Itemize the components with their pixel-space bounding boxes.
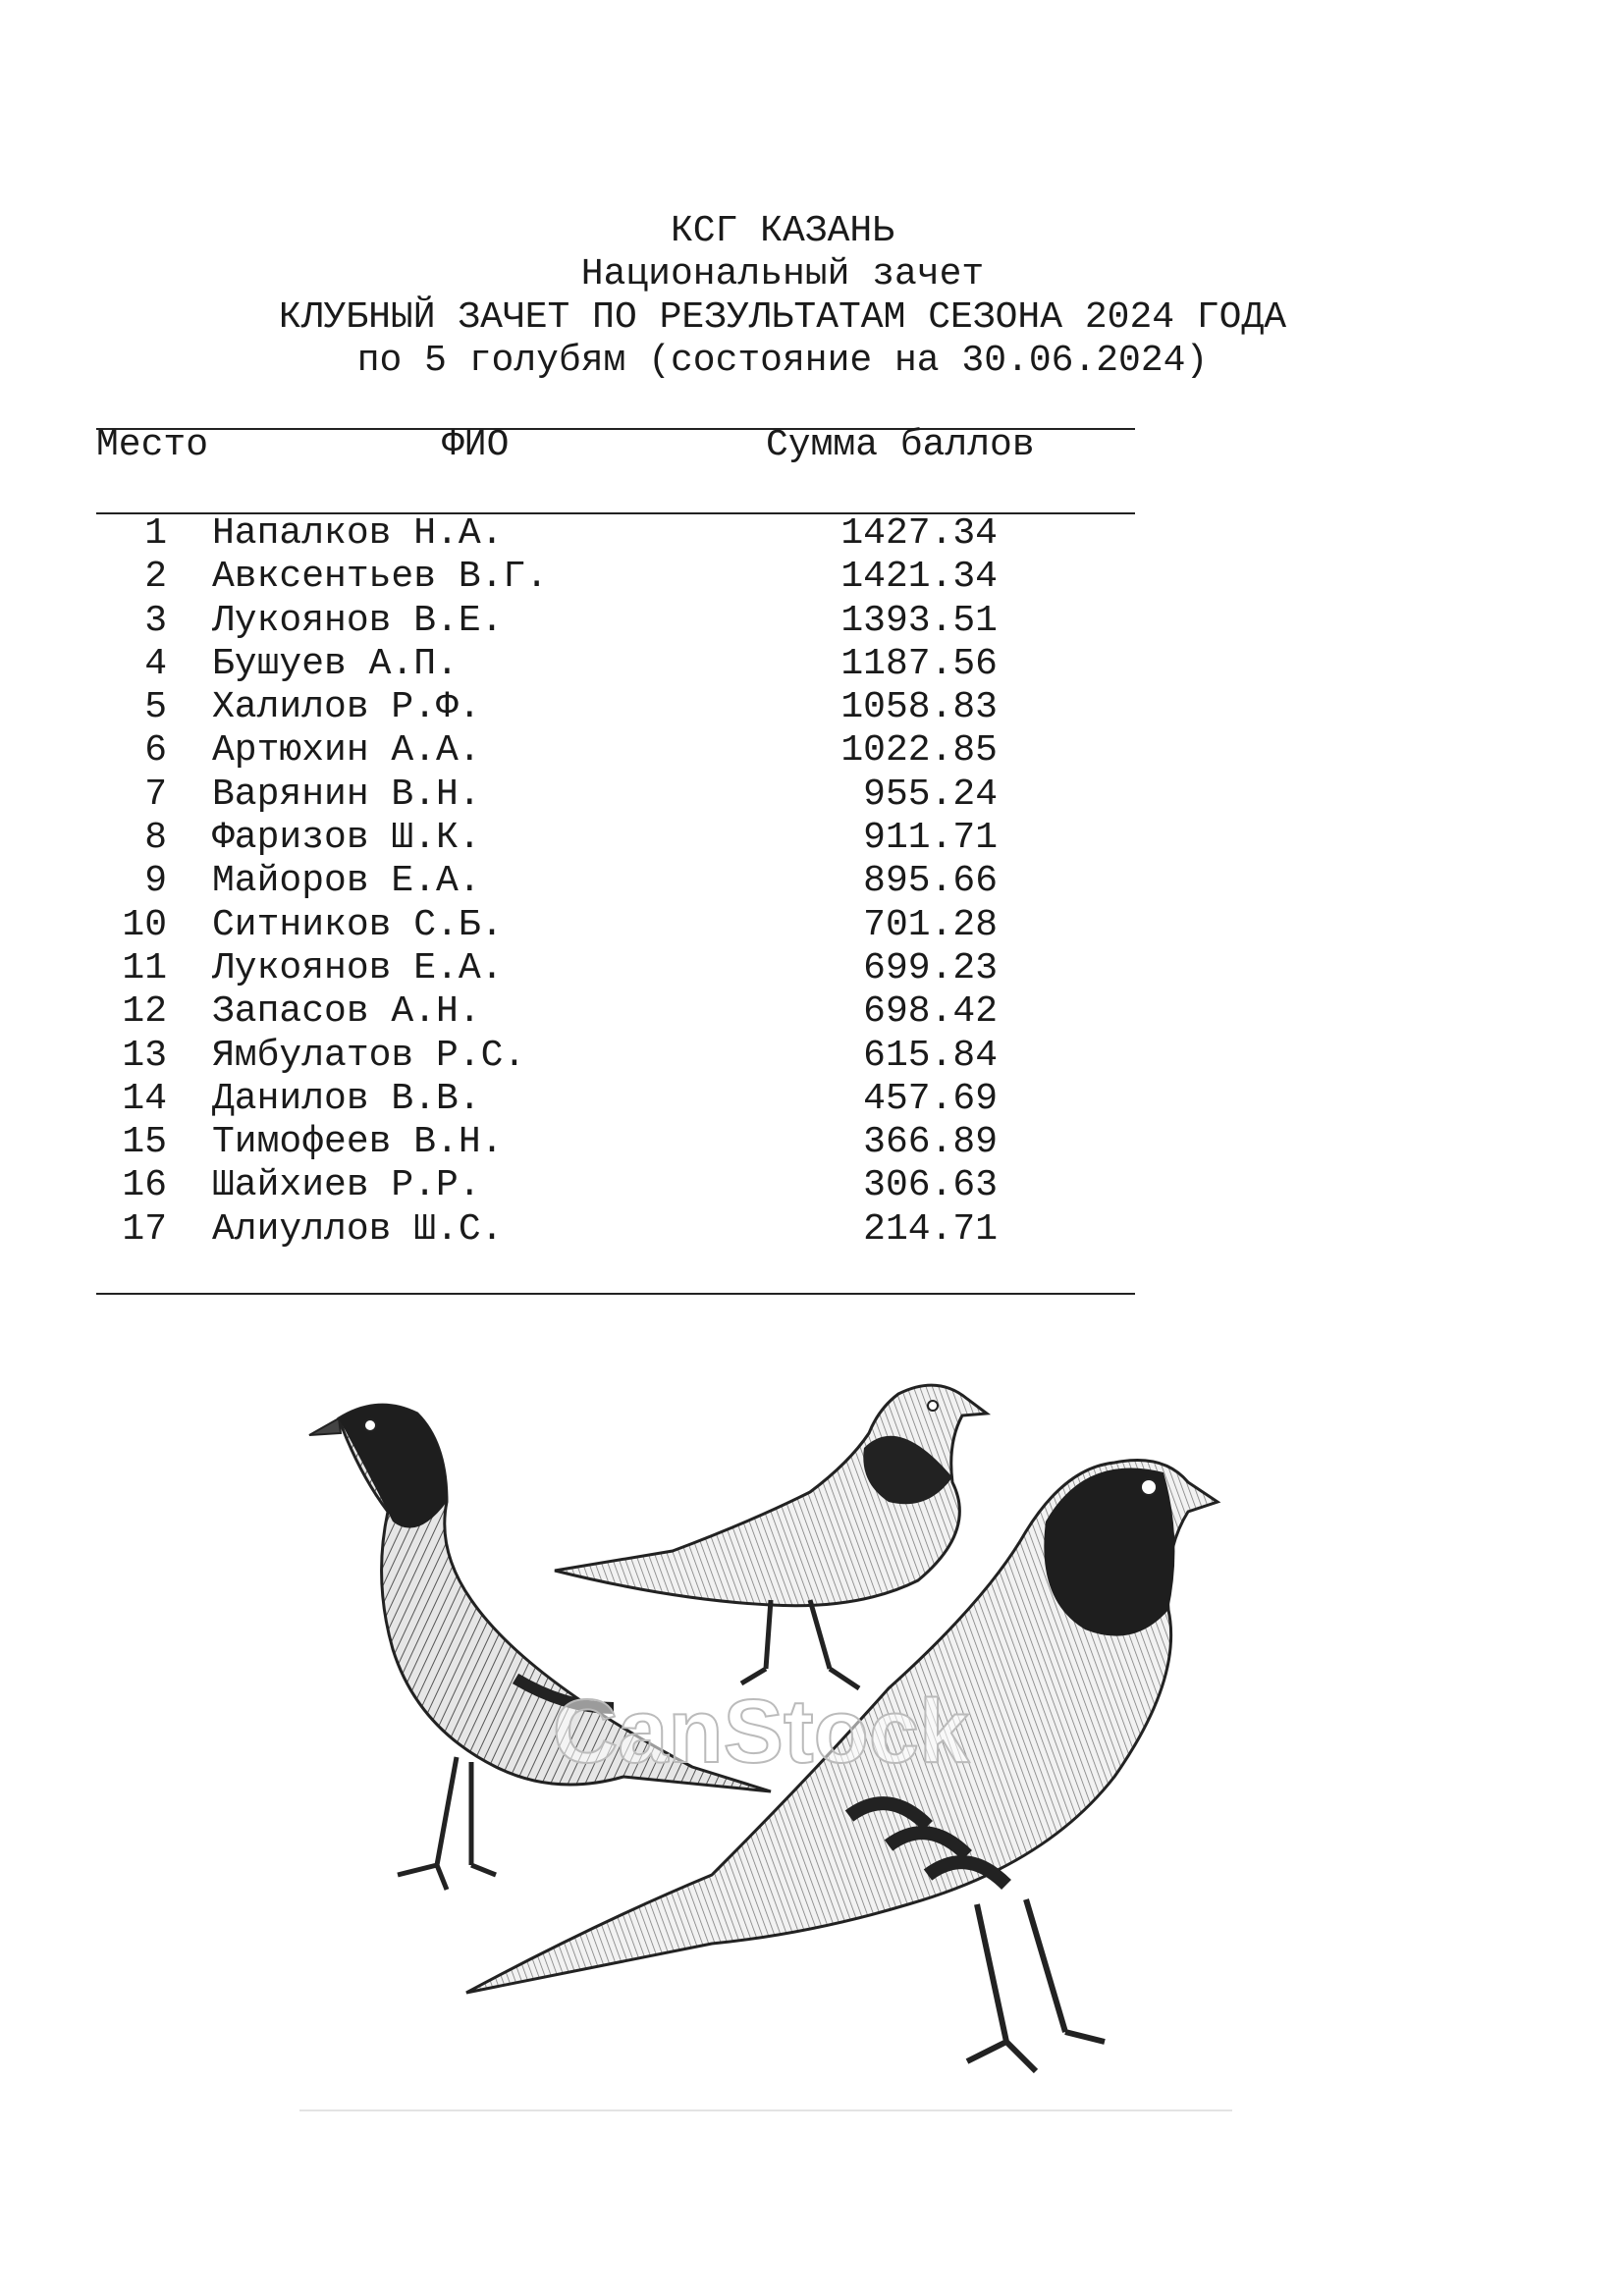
table-row xyxy=(0,947,1624,990)
place-cell: 4 xyxy=(144,642,167,685)
place-cell: 14 xyxy=(122,1077,167,1120)
name-cell: Ямбулатов Р.С. xyxy=(212,1034,526,1077)
name-cell: Артюхин А.А. xyxy=(212,729,481,773)
name-cell: Тимофеев В.Н. xyxy=(212,1121,504,1164)
table-row xyxy=(0,686,1624,729)
score-cell: 895.66 xyxy=(863,860,998,903)
table-row xyxy=(0,729,1624,773)
score-cell: 615.84 xyxy=(863,1034,998,1077)
place-cell: 7 xyxy=(144,773,167,816)
table-row xyxy=(0,904,1624,947)
table-row xyxy=(0,1078,1624,1121)
name-cell: Бушуев А.П. xyxy=(212,642,459,685)
place-cell: 13 xyxy=(122,1034,167,1077)
document-title: КЛУБНЫЙ ЗАЧЕТ ПО РЕЗУЛЬТАТАМ СЕЗОНА 2024 ГОДА xyxy=(278,296,1287,339)
name-cell: Шайхиев Р.Р. xyxy=(212,1164,481,1207)
club-name: КСГ КАЗАНЬ xyxy=(670,210,895,252)
table-row xyxy=(0,860,1624,903)
pigeon-middle xyxy=(555,1385,987,1688)
place-cell: 9 xyxy=(144,860,167,903)
place-cell: 17 xyxy=(122,1207,167,1251)
place-cell: 8 xyxy=(144,817,167,860)
place-cell: 12 xyxy=(122,990,167,1034)
score-cell: 1393.51 xyxy=(840,599,998,642)
table-row xyxy=(0,643,1624,686)
place-cell: 6 xyxy=(144,729,167,773)
table-row xyxy=(0,990,1624,1034)
watermark-text: CanStock xyxy=(552,1682,970,1782)
place-cell: 5 xyxy=(144,686,167,729)
column-header-name: ФИО xyxy=(442,424,510,466)
place-cell: 2 xyxy=(144,556,167,599)
name-cell: Фаризов Ш.К. xyxy=(212,817,481,860)
standings-subtitle: Национальный зачет xyxy=(580,253,985,295)
name-cell: Лукоянов Е.А. xyxy=(212,946,504,989)
name-cell: Авксентьев В.Г. xyxy=(212,556,549,599)
name-cell: Ситников С.Б. xyxy=(212,903,504,946)
table-row xyxy=(0,1035,1624,1078)
standings-condition: по 5 голубям (состояние на 30.06.2024) xyxy=(356,340,1209,382)
name-cell: Лукоянов В.Е. xyxy=(212,599,504,642)
score-cell: 955.24 xyxy=(863,773,998,816)
place-cell: 1 xyxy=(144,512,167,555)
table-row xyxy=(0,1208,1624,1252)
pigeons-illustration xyxy=(299,1355,1232,2120)
table-row xyxy=(0,1121,1624,1164)
table-row xyxy=(0,774,1624,817)
table-row xyxy=(0,817,1624,860)
column-header-place: Место xyxy=(96,424,209,466)
table-bottom-divider xyxy=(96,1293,1135,1295)
score-cell: 306.63 xyxy=(863,1164,998,1207)
table-row xyxy=(0,512,1624,556)
score-cell: 701.28 xyxy=(863,903,998,946)
score-cell: 699.23 xyxy=(863,946,998,989)
name-cell: Майоров Е.А. xyxy=(212,860,481,903)
name-cell: Варянин В.Н. xyxy=(212,773,481,816)
score-cell: 1058.83 xyxy=(840,686,998,729)
name-cell: Напалков Н.А. xyxy=(212,512,504,555)
place-cell: 16 xyxy=(122,1164,167,1207)
place-cell: 10 xyxy=(122,903,167,946)
score-cell: 911.71 xyxy=(863,817,998,860)
table-row xyxy=(0,1164,1624,1207)
table-row xyxy=(0,556,1624,599)
score-cell: 1421.34 xyxy=(840,556,998,599)
place-cell: 3 xyxy=(144,599,167,642)
place-cell: 15 xyxy=(122,1121,167,1164)
place-cell: 11 xyxy=(122,946,167,989)
table-row xyxy=(0,600,1624,643)
score-cell: 1427.34 xyxy=(840,512,998,555)
score-cell: 214.71 xyxy=(863,1207,998,1251)
score-cell: 1022.85 xyxy=(840,729,998,773)
score-cell: 1187.56 xyxy=(840,642,998,685)
pigeon-left xyxy=(309,1405,771,1890)
name-cell: Алиуллов Ш.С. xyxy=(212,1207,504,1251)
column-header-score: Сумма баллов xyxy=(766,424,1035,466)
score-cell: 698.42 xyxy=(863,990,998,1034)
name-cell: Запасов А.Н. xyxy=(212,990,481,1034)
name-cell: Данилов В.В. xyxy=(212,1077,481,1120)
score-cell: 457.69 xyxy=(863,1077,998,1120)
score-cell: 366.89 xyxy=(863,1121,998,1164)
name-cell: Халилов Р.Ф. xyxy=(212,686,481,729)
standings-table xyxy=(0,512,1624,1252)
